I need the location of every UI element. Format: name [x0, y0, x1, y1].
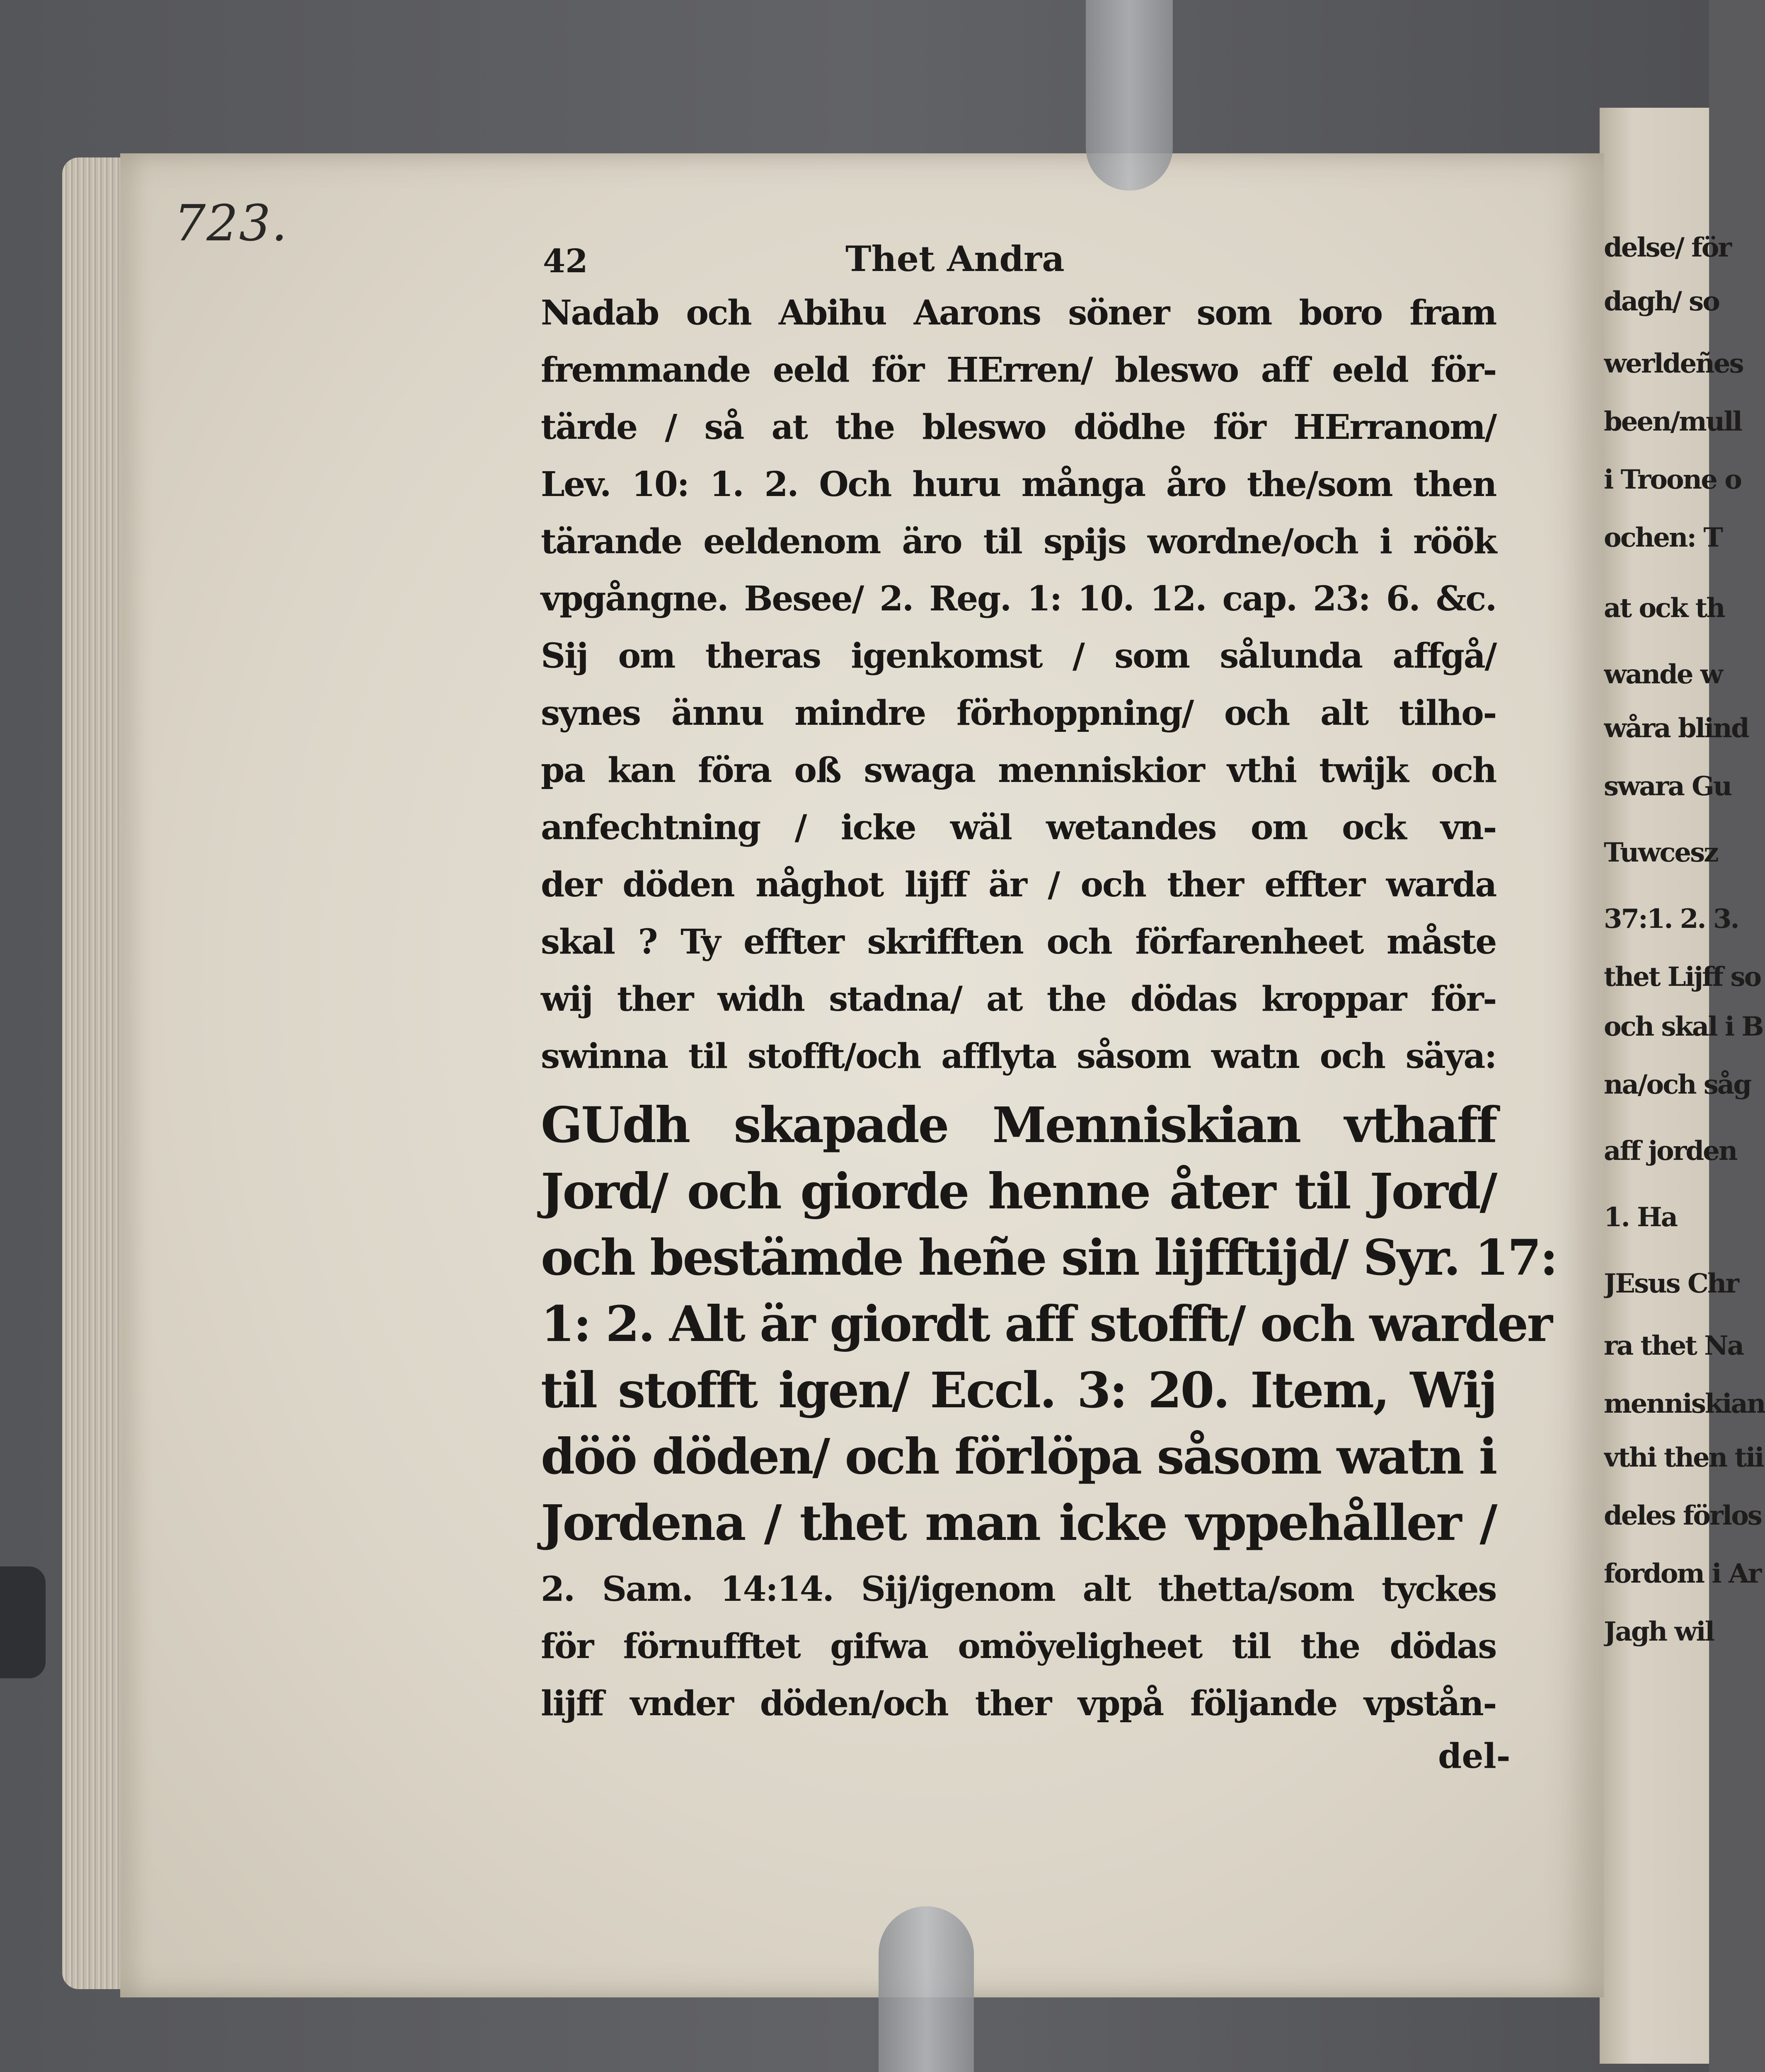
- facing-page: [1600, 108, 1765, 2064]
- text-line: lijff vnder döden/och ther vppå följande vpstån-: [541, 1684, 1496, 1723]
- text-line: och bestämde heñe sin lijfftijd/ Syr. 17:: [541, 1229, 1557, 1286]
- left-clip: [0, 1566, 46, 1678]
- facing-page-line: ra thet Na: [1604, 1330, 1743, 1361]
- text-line: der döden någhot lijff är / och ther effter warda: [541, 865, 1496, 905]
- text-line: Nadab och Abihu Aarons söner som boro fram: [541, 293, 1496, 333]
- facing-page-line: deles förlos: [1604, 1500, 1761, 1531]
- text-line: för förnufftet gifwa omöyeligheet til the dödas: [541, 1627, 1496, 1666]
- text-line: swinna til stofft/och afflyta såsom watn och säya:: [541, 1036, 1496, 1076]
- facing-page-line: been/mull: [1604, 406, 1741, 437]
- facing-page-line: Jagh wil: [1604, 1616, 1714, 1647]
- text-line: 1: 2. Alt är giordt aff stofft/ och warder: [541, 1295, 1552, 1353]
- text-line: Lev. 10: 1. 2. Och huru många åro the/som then: [541, 465, 1496, 504]
- text-line: fremmande eeld för HErren/ bleswo aff eeld för-: [541, 350, 1496, 390]
- facing-page-line: ochen: T: [1604, 522, 1722, 553]
- text-line: vpgångne. Besee/ 2. Reg. 1: 10. 12. cap. 23: 6. &c.: [541, 579, 1496, 619]
- text-line: pa kan föra oß swaga menniskior vthi twijk och: [541, 750, 1496, 790]
- text-line: GUdh skapade Menniskian vthaff: [541, 1096, 1496, 1154]
- text-line: 2. Sam. 14:14. Sij/igenom alt thetta/som tyckes: [541, 1569, 1496, 1609]
- facing-page-line: JEsus Chr: [1604, 1268, 1738, 1299]
- text-line: wij ther widh stadna/ at the dödas kroppar för-: [541, 979, 1496, 1019]
- text-line: skal ? Ty effter skrifften och förfarenheet måste: [541, 922, 1496, 962]
- facing-page-line: swara Gu: [1604, 771, 1731, 802]
- page-number: 42: [543, 242, 588, 280]
- text-line: tärde / så at the bleswo dödhe för HErranom/: [541, 407, 1496, 447]
- text-line: döö döden/ och förlöpa såsom watn i: [541, 1428, 1496, 1485]
- text-line: Sij om theras igenkomst / som sålunda affgå/: [541, 636, 1496, 676]
- facing-page-line: na/och såg: [1604, 1069, 1751, 1100]
- facing-page-line: wande w: [1604, 659, 1722, 690]
- text-line: anfechtning / icke wäl wetandes om ock vn-: [541, 808, 1496, 847]
- text-line: synes ännu mindre förhoppning/ och alt tilho-: [541, 693, 1496, 733]
- catchword: del-: [1438, 1736, 1511, 1776]
- facing-page-line: fordom i Ar: [1604, 1558, 1761, 1589]
- facing-page-line: aff jorden: [1604, 1135, 1737, 1167]
- facing-page-line: menniskian: [1604, 1388, 1765, 1419]
- facing-page-line: Tuwcesz: [1604, 837, 1718, 868]
- text-line: Jord/ och giorde henne åter til Jord/: [541, 1162, 1496, 1220]
- facing-page-line: och skal i B: [1604, 1011, 1763, 1042]
- facing-page-line: thet Lijff so: [1604, 961, 1761, 992]
- text-line: tärande eeldenom äro til spijs wordne/och i röök: [541, 522, 1496, 562]
- facing-page-line: 1. Ha: [1604, 1202, 1677, 1233]
- running-title: Thet Andra: [845, 238, 1065, 279]
- facing-page-line: dagh/ so: [1604, 286, 1719, 317]
- text-line: Jordena / thet man icke vppehåller /: [541, 1494, 1496, 1552]
- bottom-page-clip: [879, 1906, 974, 2072]
- facing-page-line: delse/ för: [1604, 232, 1731, 263]
- facing-page-line: 37:1. 2. 3.: [1604, 903, 1738, 934]
- facing-page-line: at ock th: [1604, 593, 1724, 624]
- handwritten-folio-number: 723.: [174, 195, 288, 252]
- top-page-clip: [1086, 0, 1173, 191]
- facing-page-line: werldeñes: [1604, 348, 1743, 379]
- text-line: til stofft igen/ Eccl. 3: 20. Item, Wij: [541, 1361, 1496, 1419]
- facing-page-line: i Troone o: [1604, 464, 1741, 495]
- facing-page-line: vthi then tii: [1604, 1442, 1763, 1473]
- facing-page-line: wåra blind: [1604, 713, 1748, 744]
